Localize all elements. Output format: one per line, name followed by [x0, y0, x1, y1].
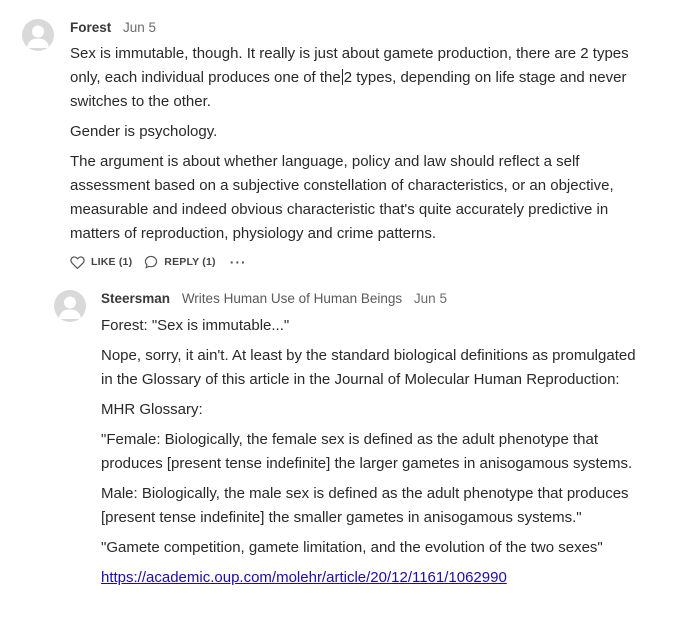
- author-name[interactable]: Forest: [70, 20, 112, 35]
- reply-button[interactable]: [144, 255, 215, 269]
- comment-paragraph: Forest: "Sex is immutable...": [101, 317, 290, 334]
- like-button[interactable]: [70, 256, 132, 269]
- comment-paragraph: Male: Biologically, the male sex is defined as the adult phenotype that produces [present tense indefinite] the smaller gametes in anisogamous systems.": [101, 485, 629, 526]
- comment-paragraph: [101, 566, 636, 590]
- reply-body: [101, 314, 636, 596]
- user-silhouette-icon: [54, 290, 86, 322]
- comment-paragraph: "Gamete competition, gamete limitation, and the evolution of the two sexes": [101, 539, 603, 556]
- comment-paragraph: Nope, sorry, it ain't. At least by the standard biological definitions as promulgated in the Glossary of this article in the Journal of Molecular Human Reproduction:: [101, 347, 636, 388]
- like-count: LIKE (1): [91, 256, 133, 268]
- author-byline[interactable]: Writes Human Use of Human Beings: [181, 291, 403, 306]
- speech-bubble-icon: [144, 255, 158, 269]
- comment-paragraph: "Female: Biologically, the female sex is defined as the adult phenotype that produces [present tense indefinite] the larger gametes in anisogamous systems.: [101, 431, 633, 472]
- text-cursor: [342, 69, 343, 85]
- reply-count: REPLY (1): [164, 256, 216, 268]
- comment-paragraph: MHR Glossary:: [101, 401, 203, 418]
- user-silhouette-icon: [22, 19, 54, 51]
- comment-paragraph: The argument is about whether language, policy and law should reflect a self assessment based on a subjective constellation of characteristics, or an objective, measurable and indeed obvious characteristic that's quite accurately predictive in matters of reproduction, physiology and crime patterns.: [70, 153, 614, 242]
- more-options-icon[interactable]: ···: [229, 254, 247, 270]
- comment-date[interactable]: Jun 5: [123, 20, 157, 35]
- reply-meta: [101, 291, 447, 306]
- author-name[interactable]: Steersman: [101, 291, 171, 306]
- avatar-steersman[interactable]: [54, 290, 86, 322]
- heart-icon: [70, 256, 85, 269]
- comment-meta: [70, 20, 156, 35]
- comment-date[interactable]: Jun 5: [413, 291, 447, 306]
- article-link[interactable]: https://academic.oup.com/molehr/article/20/12/1161/1062990: [101, 569, 507, 586]
- avatar-forest[interactable]: [22, 19, 54, 51]
- comment-paragraph: Sex is immutable, though. It really is just about gamete production, there are 2 types only, each individual produces one of the 2 types, depending on life stage and never switches to the other.: [70, 45, 629, 110]
- comment-paragraph: Gender is psychology.: [70, 123, 218, 140]
- comment-actions: [70, 254, 247, 270]
- comment-body: [70, 42, 630, 252]
